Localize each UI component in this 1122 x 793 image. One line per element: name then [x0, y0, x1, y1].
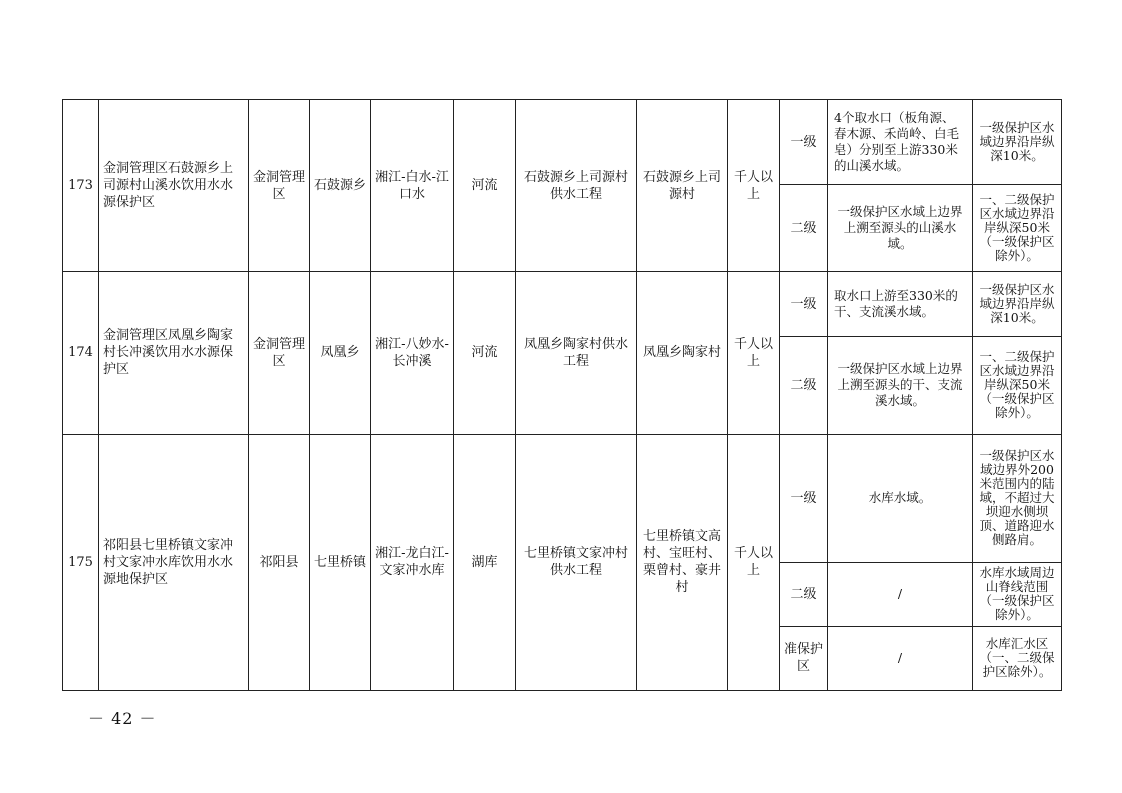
supply-project: 凤凰乡陶家村供水工程 — [516, 272, 637, 434]
area-name: 金洞管理区凤凰乡陶家村长冲溪饮用水水源保护区 — [99, 272, 249, 434]
land-scope: 一级保护区水域边界沿岸纵深10米。 — [973, 100, 1062, 185]
page-number: － 42 － — [88, 709, 157, 728]
land-scope: 一、二级保护区水域边界沿岸纵深50米（一级保护区除外）。 — [973, 185, 1062, 272]
protection-level: 一级 — [780, 434, 828, 562]
water-type: 河流 — [454, 100, 516, 272]
supply-project: 七里桥镇文家冲村供水工程 — [516, 434, 637, 690]
area-name: 金洞管理区石鼓源乡上司源村山溪水饮用水水源保护区 — [99, 100, 249, 272]
row-number: 174 — [63, 272, 99, 434]
land-scope: 水库汇水区（一、二级保护区除外）。 — [973, 626, 1062, 690]
water-scope: / — [828, 562, 973, 626]
water-type: 河流 — [454, 272, 516, 434]
county: 金洞管理区 — [249, 272, 310, 434]
protection-area-table — [62, 99, 1062, 691]
water-scope: 4个取水口（板角源、春木源、禾尚岭、白毛皂）分别至上游330米的山溪水域。 — [828, 100, 973, 185]
basin: 湘江-龙白江-文家冲水库 — [371, 434, 454, 690]
protection-level: 一级 — [780, 272, 828, 337]
service-scale: 千人以上 — [728, 100, 780, 272]
row-number: 175 — [63, 434, 99, 690]
town: 凤凰乡 — [310, 272, 371, 434]
supply-area: 石鼓源乡上司源村 — [637, 100, 728, 272]
basin: 湘江-白水-江口水 — [371, 100, 454, 272]
table-row — [63, 434, 1062, 562]
protection-level: 二级 — [780, 337, 828, 434]
protection-level: 二级 — [780, 185, 828, 272]
land-scope: 水库水域周边山脊线范围（一级保护区除外）。 — [973, 562, 1062, 626]
protection-level: 准保护区 — [780, 626, 828, 690]
protection-level: 一级 — [780, 100, 828, 185]
land-scope: 一级保护区水域边界沿岸纵深10米。 — [973, 272, 1062, 337]
land-scope: 一、二级保护区水域边界沿岸纵深50米（一级保护区除外）。 — [973, 337, 1062, 434]
county: 祁阳县 — [249, 434, 310, 690]
area-name: 祁阳县七里桥镇文家冲村文家冲水库饮用水水源地保护区 — [99, 434, 249, 690]
water-type: 湖库 — [454, 434, 516, 690]
supply-area: 七里桥镇文高村、宝旺村、栗曾村、豪井村 — [637, 434, 728, 690]
service-scale: 千人以上 — [728, 272, 780, 434]
water-scope: 一级保护区水域上边界上溯至源头的干、支流溪水域。 — [828, 337, 973, 434]
table-row — [63, 100, 1062, 185]
table-row — [63, 272, 1062, 337]
row-number: 173 — [63, 100, 99, 272]
basin: 湘江-八妙水-长冲溪 — [371, 272, 454, 434]
water-scope: / — [828, 626, 973, 690]
water-scope: 一级保护区水域上边界上溯至源头的山溪水域。 — [828, 185, 973, 272]
water-scope: 水库水域。 — [828, 434, 973, 562]
protection-level: 二级 — [780, 562, 828, 626]
county: 金洞管理区 — [249, 100, 310, 272]
water-scope: 取水口上游至330米的干、支流溪水域。 — [828, 272, 973, 337]
land-scope: 一级保护区水域边界外200米范围内的陆域，不超过大坝迎水侧坝顶、道路迎水侧路肩。 — [973, 434, 1062, 562]
supply-area: 凤凰乡陶家村 — [637, 272, 728, 434]
supply-project: 石鼓源乡上司源村供水工程 — [516, 100, 637, 272]
town: 石鼓源乡 — [310, 100, 371, 272]
service-scale: 千人以上 — [728, 434, 780, 690]
town: 七里桥镇 — [310, 434, 371, 690]
